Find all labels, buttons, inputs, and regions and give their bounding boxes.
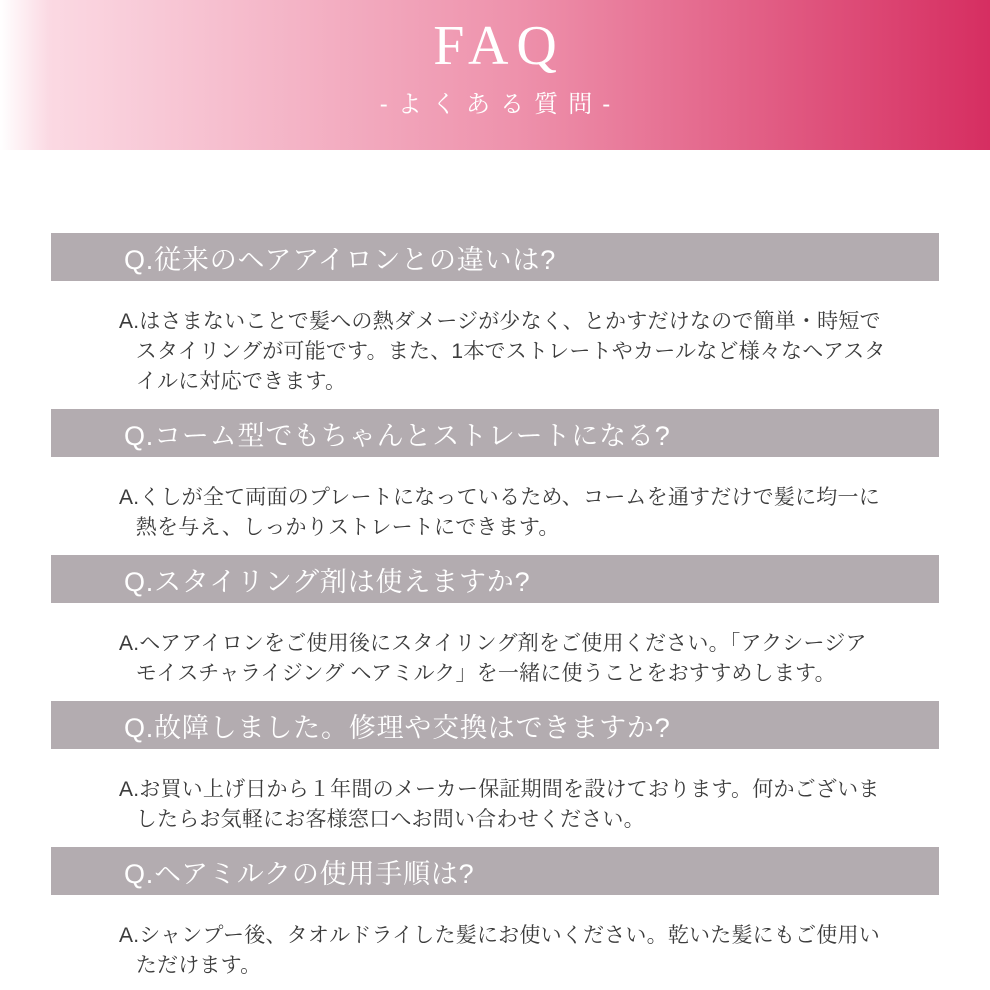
faq-header-banner [0,0,990,150]
answer-text: A.くしが全て両面のプレートになっているため、コームを通すだけで髪に均一に熱を与え、しっかりストレートにできます。 [119,486,880,539]
question-bar [51,555,939,603]
faq-item [51,233,939,397]
question-text: Q.従来のヘアアイロンとの違いは? [124,244,557,275]
answer-text: A.ヘアアイロンをご使用後にスタイリング剤をご使用ください。「アクシージア モイスチャライジング ヘアミルク」を一緒に使うことをおすすめします。 [119,632,867,685]
faq-item [51,701,939,835]
question-text: Q.コーム型でもちゃんとストレートになる? [124,420,671,451]
question-bar [51,409,939,457]
faq-item [51,847,939,981]
question-text: Q.故障しました。修理や交換はできますか? [124,712,671,743]
answer-text: A.はさまないことで髪への熱ダメージが少なく、とかすだけなので簡単・時短でスタイリングが可能です。また、1本でストレートやカールなど様々なヘアスタイルに対応できます。 [119,310,886,393]
answer-text: A.お買い上げ日から１年間のメーカー保証期間を設けております。何かございましたらお気軽にお客様窓口へお問い合わせください。 [119,778,880,831]
question-text: Q.ヘアミルクの使用手順は? [124,858,475,889]
question-bar [51,701,939,749]
answer-text: A.シャンプー後、タオルドライした髪にお使いください。乾いた髪にもご使用いただけます。 [119,924,880,977]
question-text: Q.スタイリング剤は使えますか? [124,566,531,597]
page-subtitle: -よくある質問- [379,90,621,118]
faq-item [51,409,939,543]
question-bar [51,233,939,281]
question-bar [51,847,939,895]
faq-list [51,233,939,981]
faq-item [51,555,939,689]
page-title: FAQ [433,15,565,77]
